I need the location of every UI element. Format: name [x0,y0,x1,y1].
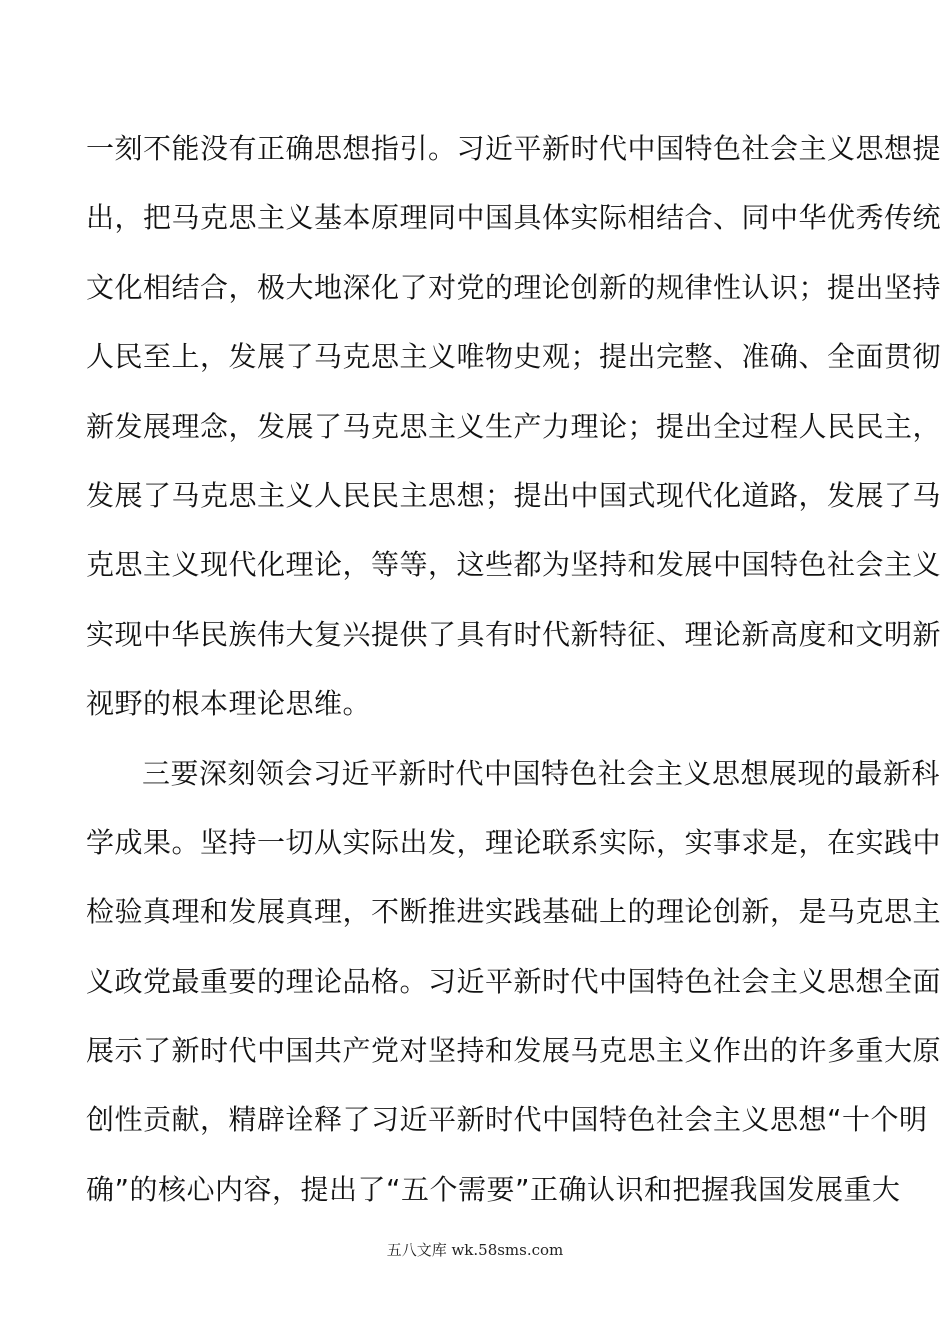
paragraph-2-line-4: 义政党最重要的理论品格。习近平新时代中国特色社会主义思想全面 [86,964,942,998]
paragraph-1-line-4: 人民至上，发展了马克思主义唯物史观；提出完整、准确、全面贯彻 [86,340,942,374]
paragraph-2-line-1: 三要深刻领会习近平新时代中国特色社会主义思想展现的最新科 [142,756,941,790]
paragraph-1-line-5: 新发展理念，发展了马克思主义生产力理论；提出全过程人民民主， [86,409,942,443]
page-footer-watermark: 五八文库 wk.58sms.com [386,1241,564,1259]
paragraph-2-line-7: 确”的核心内容，提出了“五个需要”正确认识和把握我国发展重大 [86,1172,901,1206]
paragraph-1-line-1: 一刻不能没有正确思想指引。习近平新时代中国特色社会主义思想提 [86,132,942,165]
paragraph-2-line-3: 检验真理和发展真理，不断推进实践基础上的理论创新，是马克思主 [86,895,942,929]
paragraph-1-line-2: 出，把马克思主义基本原理同中国具体实际相结合、同中华优秀传统 [86,201,942,235]
paragraph-2-line-6: 创性贡献，精辟诠释了习近平新时代中国特色社会主义思想“十个明 [86,1103,928,1137]
paragraph-1-line-8: 实现中华民族伟大复兴提供了具有时代新特征、理论新高度和文明新 [86,617,942,651]
paragraph-2-line-2: 学成果。坚持一切从实际出发，理论联系实际，实事求是，在实践中 [86,825,942,859]
paragraph-2-line-5: 展示了新时代中国共产党对坚持和发展马克思主义作出的许多重大原 [86,1034,942,1068]
body-text [86,121,942,1231]
paragraph-1-line-6: 发展了马克思主义人民民主思想；提出中国式现代化道路，发展了马 [86,478,942,512]
paragraph-1-line-9: 视野的根本理论思维。 [86,687,372,721]
paragraph-1-line-3: 文化相结合，极大地深化了对党的理论创新的规律性认识；提出坚持 [86,270,942,304]
paragraph-1-line-7: 克思主义现代化理论，等等，这些都为坚持和发展中国特色社会主义 [86,548,942,582]
